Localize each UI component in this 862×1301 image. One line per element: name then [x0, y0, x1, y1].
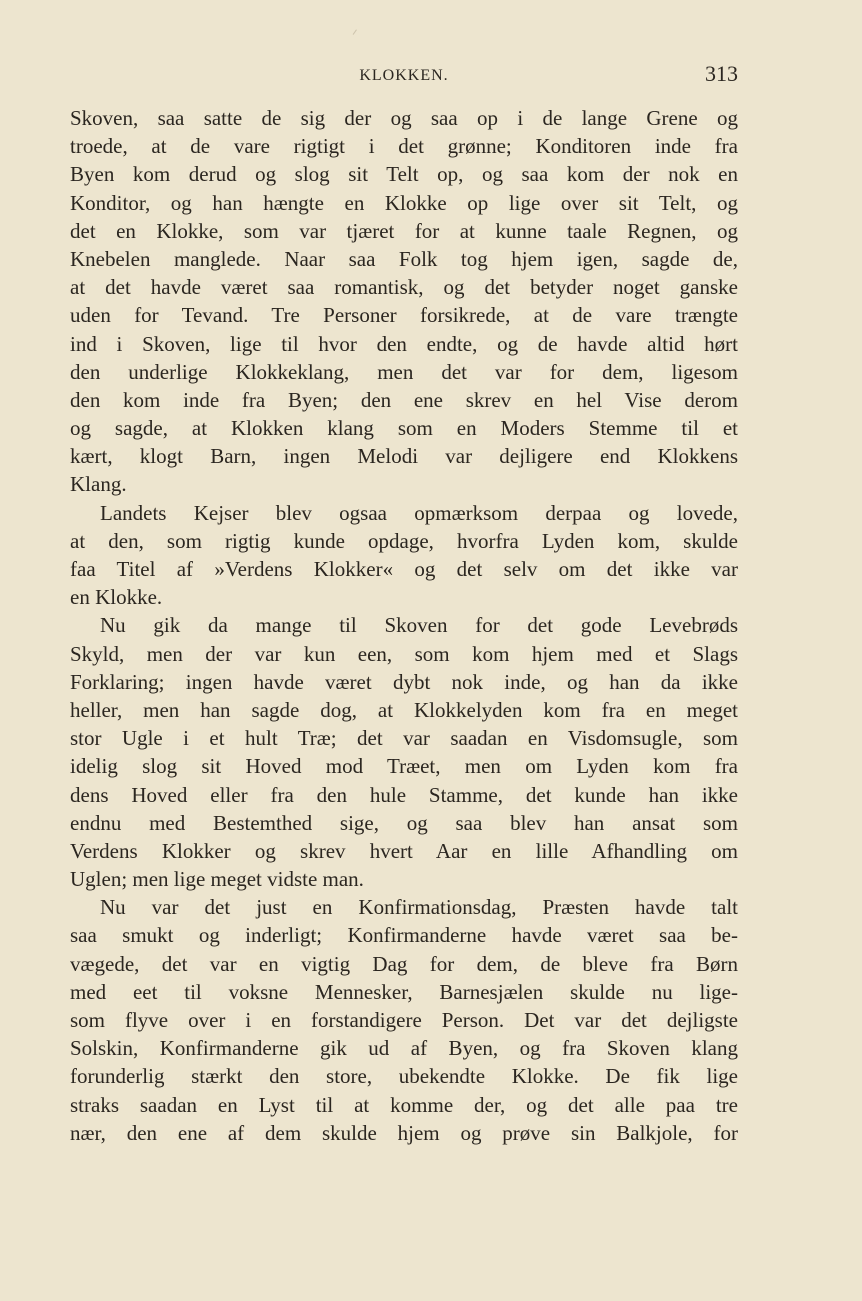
- text-line: endnu med Bestemthed sige, og saa blev han ansat som: [70, 810, 738, 835]
- text-line: Solskin, Konfirmanderne gik ud af Byen, og fra Skoven klang: [70, 1036, 738, 1061]
- text-line: det en Klokke, som var tjæret for at kunne taale Regnen, og: [70, 218, 738, 243]
- text-line: nær, den ene af dem skulde hjem og prøve sin Balkjole, for: [70, 1120, 738, 1145]
- text-line: Landets Kejser blev ogsaa opmærksom derpaa og lovede,: [100, 500, 738, 525]
- text-line: og sagde, at Klokken klang som en Moders Stemme til et: [70, 416, 738, 441]
- running-header: [70, 62, 738, 90]
- body-text: [70, 104, 738, 1147]
- text-line: kært, klogt Barn, ingen Melodi var dejligere end Klokkens: [70, 444, 738, 469]
- text-line: stor Ugle i et hult Træ; det var saadan en Visdomsugle, som: [70, 726, 738, 751]
- text-line: uden for Tevand. Tre Personer forsikrede, at de vare trængte: [70, 303, 738, 328]
- text-line: at den, som rigtig kunde opdage, hvorfra Lyden kom, skulde: [70, 528, 738, 553]
- text-line: at det havde været saa romantisk, og det betyder noget ganske: [70, 275, 738, 300]
- text-line: Uglen; men lige meget vidste man.: [70, 867, 364, 892]
- text-line: vægede, det var en vigtig Dag for dem, de bleve fra Børn: [70, 951, 738, 976]
- running-title: KLOKKEN.: [359, 67, 449, 84]
- page-number: 313: [705, 61, 738, 86]
- text-line: Nu var det just en Konfirmationsdag, Præsten havde talt: [100, 895, 738, 920]
- text-line: Forklaring; ingen havde været dybt nok inde, og han da ikke: [70, 669, 738, 694]
- text-line: den kom inde fra Byen; den ene skrev en hel Vise derom: [70, 387, 738, 412]
- text-line: Konditor, og han hængte en Klokke op lige over sit Telt, og: [70, 190, 738, 215]
- text-line: forunderlig stærkt den store, ubekendte Klokke. De fik lige: [70, 1064, 738, 1089]
- text-line: Nu gik da mange til Skoven for det gode Levebrøds: [100, 613, 738, 638]
- text-line: en Klokke.: [70, 585, 163, 610]
- text-line: heller, men han sagde dog, at Klokkelyden kom fra en meget: [70, 697, 738, 722]
- text-line: troede, at de vare rigtigt i det grønne; Konditoren inde fra: [70, 134, 738, 159]
- text-line: Verdens Klokker og skrev hvert Aar en lille Afhandling om: [70, 838, 738, 863]
- text-line: straks saadan en Lyst til at komme der, og det alle paa tre: [70, 1092, 738, 1117]
- text-line: saa smukt og inderligt; Konfirmanderne havde været saa be-: [70, 923, 738, 948]
- text-line: Skyld, men der var kun een, som kom hjem med et Slags: [70, 641, 738, 666]
- text-line: Klang.: [70, 472, 127, 497]
- text-line: dens Hoved eller fra den hule Stamme, det kunde han ikke: [70, 782, 738, 807]
- text-line: idelig slog sit Hoved mod Træet, men om Lyden kom fra: [70, 754, 738, 779]
- text-line: Skoven, saa satte de sig der og saa op i de lange Grene og: [70, 106, 738, 130]
- text-line: ind i Skoven, lige til hvor den endte, og de havde altid hørt: [70, 331, 738, 356]
- paper-speck: [353, 29, 360, 36]
- text-line: Byen kom derud og slog sit Telt op, og saa kom der nok en: [70, 162, 738, 187]
- text-line: faa Titel af »Verdens Klokker« og det selv om det ikke var: [70, 557, 738, 581]
- text-line: med eet til voksne Mennesker, Barnesjælen skulde nu lige-: [70, 979, 738, 1004]
- text-line: Knebelen manglede. Naar saa Folk tog hjem igen, sagde de,: [70, 246, 738, 271]
- text-line: som flyve over i en forstandigere Person. Det var det dejligste: [70, 1008, 738, 1032]
- text-line: den underlige Klokkeklang, men det var for dem, ligesom: [70, 359, 738, 384]
